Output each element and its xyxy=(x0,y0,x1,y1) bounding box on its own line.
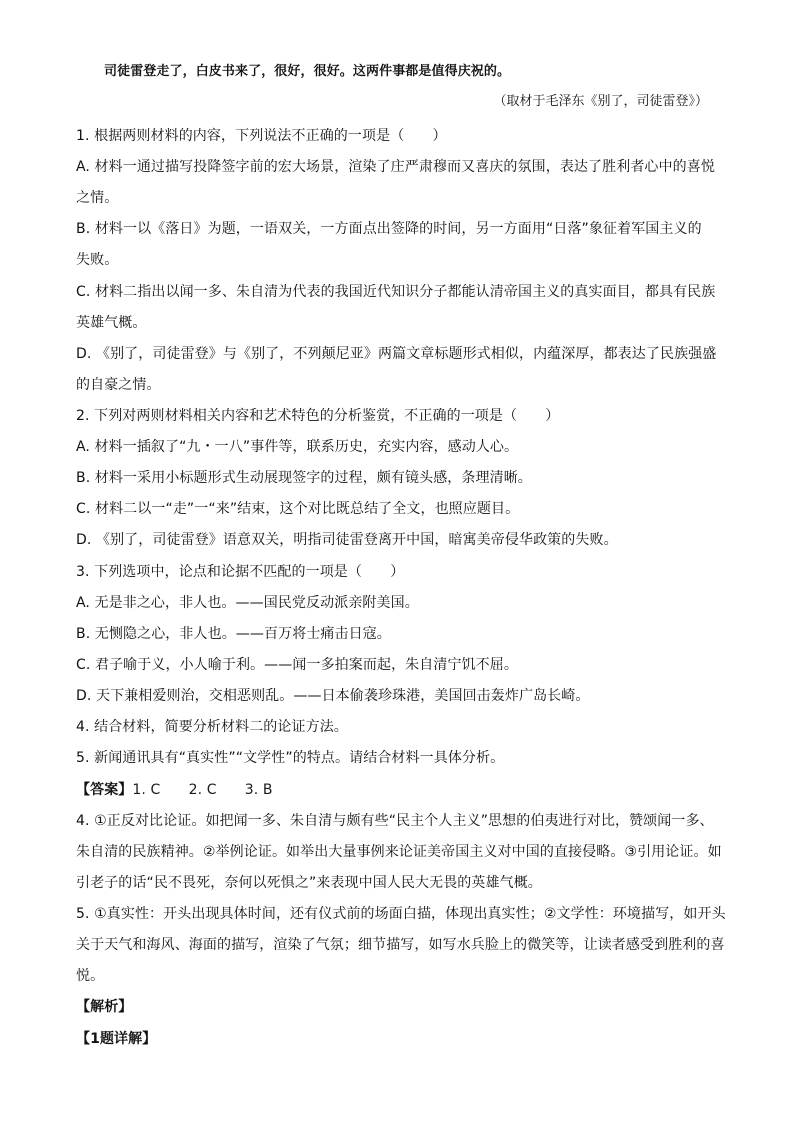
option-line: C. 材料二以一“走”一“来”结束，这个对比既总结了全文，也照应题目。 xyxy=(76,501,520,517)
option-line: B. 材料一采用小标题形式生动展现签字的过程，颇有镜头感，条理清晰。 xyxy=(76,470,532,486)
option-line: 之情。 xyxy=(76,190,119,206)
answer-line xyxy=(76,780,273,800)
explanation-line: 5. ①真实性：开头出现具体时间，还有仪式前的场面白描，体现出真实性；②文学性：环境描写，如开头 xyxy=(76,906,726,922)
option-line: A. 无是非之心，非人也。——国民党反动派亲附美国。 xyxy=(76,595,419,611)
option-line: A. 材料一通过描写投降签字前的宏大场景，渲染了庄严肃穆而又喜庆的氛围，表达了胜利者心中的喜悦 xyxy=(76,159,715,175)
explanation-line: 关于天气和海风、海面的描写，渲染了气氛；细节描写，如写水兵脸上的微笑等，让读者感受到胜利的喜 xyxy=(76,937,725,953)
question-line: 1. 根据两则材料的内容，下列说法不正确的一项是（ ） xyxy=(76,128,447,144)
analysis-label: 【解析】 xyxy=(76,999,133,1015)
answer-label: 【答案】 xyxy=(76,782,133,798)
option-line: C. 材料二指出以闻一多、朱自清为代表的我国近代知识分子都能认清帝国主义的真实面目，都具有民族 xyxy=(76,284,716,300)
detail-label: 【1题详解】 xyxy=(76,1031,157,1047)
question-line: 4. 结合材料，简要分析材料二的论证方法。 xyxy=(76,719,348,735)
source-citation: （取材于毛泽东《别了，司徒雷登》） xyxy=(493,94,708,109)
explanation-line: 引老子的话“民不畏死，奈何以死惧之”来表现中国人民大无畏的英雄气概。 xyxy=(76,875,542,891)
question-line: 5. 新闻通讯具有“真实性”“文学性”的特点。请结合材料一具体分析。 xyxy=(76,750,505,766)
option-line: D. 天下兼相爱则治，交相恶则乱。——日本偷袭珍珠港，美国回击轰炸广岛长崎。 xyxy=(76,688,590,704)
option-line: C. 君子喻于义，小人喻于利。——闻一多拍案而起，朱自清宁饥不屈。 xyxy=(76,657,518,673)
answer-text: 1. C 2. C 3. B xyxy=(132,782,273,798)
explanation-line: 悦。 xyxy=(76,968,105,984)
option-line: 的自豪之情。 xyxy=(76,377,161,393)
quote-line: 司徒雷登走了，白皮书来了，很好，很好。这两件事都是值得庆祝的。 xyxy=(104,64,511,79)
option-line: D. 《别了，司徒雷登》与《别了，不列颠尼亚》两篇文章标题形式相似，内蕴深厚，都表达了民族强盛 xyxy=(76,346,717,362)
option-line: B. 无恻隐之心，非人也。——百万将士痛击日寇。 xyxy=(76,626,391,642)
option-line: 英雄气概。 xyxy=(76,315,147,331)
option-line: A. 材料一插叙了“九・一八”事件等，联系历史，充实内容，感动人心。 xyxy=(76,439,519,455)
question-line: 2. 下列对两则材料相关内容和艺术特色的分析鉴赏，不正确的一项是（ ） xyxy=(76,408,560,424)
explanation-line: 朱自清的民族精神。②举例论证。如举出大量事例来论证美帝国主义对中国的直接侵略。③引用论证。如 xyxy=(76,844,722,860)
option-line: D. 《别了，司徒雷登》语意双关，明指司徒雷登离开中国，暗寓美帝侵华政策的失败。 xyxy=(76,532,618,548)
option-line: B. 材料一以《落日》为题，一语双关，一方面点出签降的时间，另一方面用“日落”象征着军国主义的 xyxy=(76,221,702,237)
explanation-line: 4. ①正反对比论证。如把闻一多、朱自清与颇有些“民主个人主义”思想的伯夷进行对比，赞颂闻一多、 xyxy=(76,813,714,829)
option-line: 失败。 xyxy=(76,252,119,268)
question-line: 3. 下列选项中，论点和论据不匹配的一项是（ ） xyxy=(76,564,405,580)
